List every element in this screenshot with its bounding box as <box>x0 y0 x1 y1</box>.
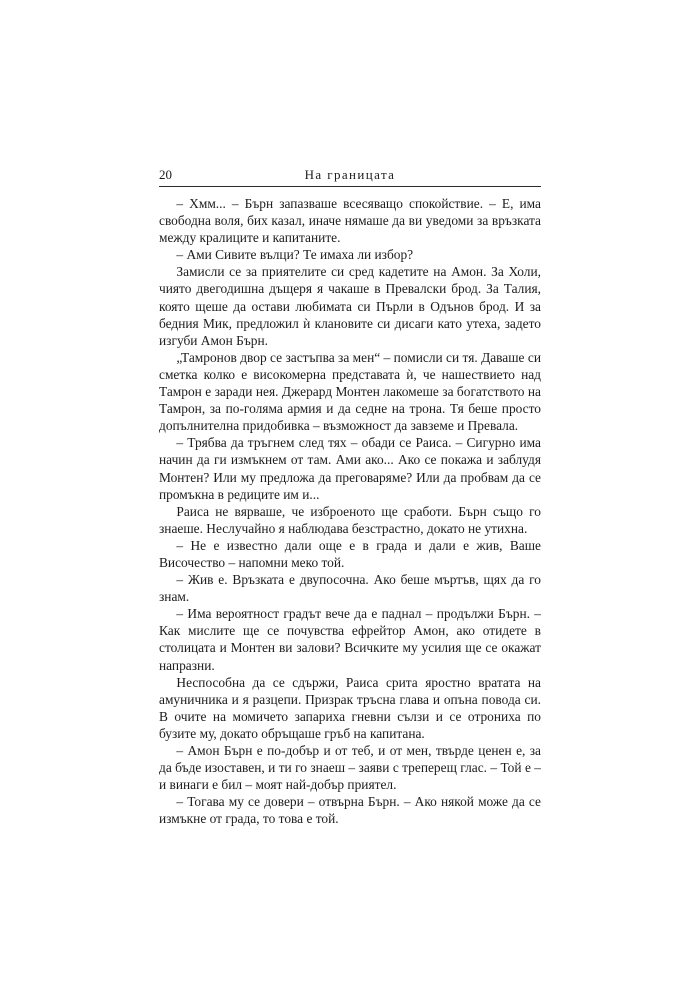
paragraph: – Има вероятност градът вече да е паднал – продължи Бърн. – Как мислите ще се почувства ефрейтор Амон, ако отидете в столицата и Монтен ви залови? Всичките му усилия ще се окажат напразни. <box>159 606 541 673</box>
chapter-title: На границата <box>304 167 396 182</box>
paragraph: – Хмм... – Бърн запазваше всесяващо спокойствие. – Е, има свободна воля, бих казал, иначе нямаше да ви уведоми за връзката между кралиците и капитаните. <box>159 196 541 246</box>
paragraph: – Не е известно дали още е в града и дали е жив, Ваше Височество – напомни меко той. <box>159 537 541 570</box>
body-text <box>159 195 541 827</box>
paragraph: Раиса не вярваше, че изброеното ще сработи. Бърн също го знаеше. Неслучайно я наблюдава безстрастно, докато не утихна. <box>159 503 541 536</box>
paragraph: – Жив е. Връзката е двупосочна. Ако беше мъртъв, щях да го знам. <box>159 572 541 605</box>
paragraph: – Амон Бърн е по-добър и от теб, и от мен, твърде ценен е, за да бъде изоставен, и ти го знаеш – заяви с треперещ глас. – Той е – и винаги е бил – моят най-добър приятел. <box>159 743 541 793</box>
paragraph: – Ами Сивите вълци? Те имаха ли избор? <box>176 247 414 263</box>
paragraph: – Трябва да тръгнем след тях – обади се Раиса. – Сигурно има начин да ги измъкнем от там. Ами ако... Ако се покажа и заблудя Монтен? Или му предложа да преговаряме? Или да пробвам да се промъкна в редиците им и... <box>159 435 541 502</box>
running-header <box>159 166 541 187</box>
paragraph: „Тамронов двор се застъпва за мен“ – помисли си тя. Даваше си сметка колко е високомерна представата ѝ, че нашествието над Тамрон е заради нея. Джерард Монтен лакомеше за богатството на Тамрон, за по-голяма армия и да седне на трона. Тя беше просто допълнителна придобивка – възможност да завземе и Превала. <box>159 349 541 434</box>
paragraph: Замисли се за приятелите си сред кадетите на Амон. За Холи, чиято двегодишна дъщеря я чакаше в Превалски брод. За Талия, която щеше да остави любимата си Пърли в Одънов брод. И за бедния Мик, предложил ѝ клановите си дисаги като утеха, задето изгуби Амон Бърн. <box>159 264 541 348</box>
paragraph: – Тогава му се довери – отвърна Бърн. – Ако някой може да се измъкне от града, то това е той. <box>159 794 541 827</box>
paragraph: Неспособна да се сдържи, Раиса срита яростно вратата на амуничника и я разцепи. Призрак тръсна глава и опъна повода си. В очите на момичето запариха гневни сълзи и се отрониха по бузите му, докато обръщаше гръб на капитана. <box>159 674 541 741</box>
page-number: 20 <box>159 167 172 182</box>
